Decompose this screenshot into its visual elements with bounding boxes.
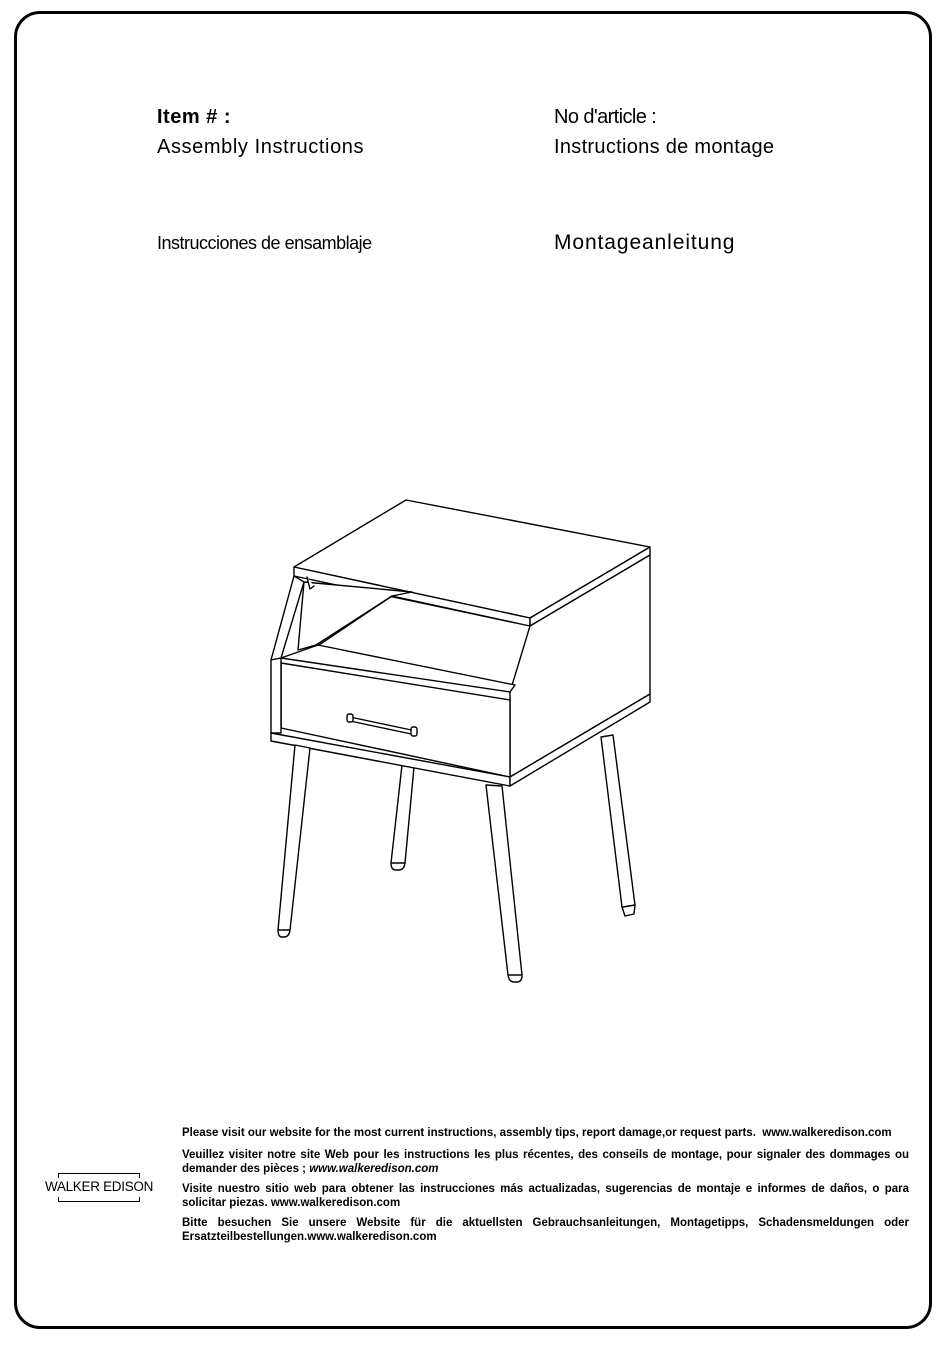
notice-en [182, 1126, 909, 1140]
website-link-en[interactable]: www.walkeredison.com [762, 1127, 892, 1139]
notice-de [182, 1216, 909, 1244]
assembly-instructions-title-de: Montageanleitung [554, 231, 736, 254]
walker-edison-logo [40, 1172, 158, 1204]
notice-de-text: Bitte besuchen Sie unsere Website für die aktuellsten Gebrauchsanleitungen, Montagetipps, Schadensmeldungen oder Ersatzteilbestellungen. [182, 1217, 909, 1243]
assembly-instructions-title-en: Assembly Instructions [157, 136, 365, 158]
notice-es [182, 1182, 909, 1210]
assembly-instructions-title-fr: Instructions de montage [554, 136, 775, 158]
website-link-de[interactable]: www.walkeredison.com [307, 1231, 437, 1243]
website-link-fr[interactable]: www.walkeredison.com [309, 1163, 439, 1175]
notice-es-text: Visite nuestro sitio web para obtener las instrucciones más actualizadas, sugerencias de montaje e informes de daños, o para solicitar piezas. [182, 1183, 909, 1209]
logo-text: WALKER EDISON [44, 1179, 154, 1194]
nightstand-illustration [260, 490, 660, 990]
notice-en-text: Please visit our website for the most current instructions, assembly tips, report damage,or request parts. [182, 1127, 756, 1139]
website-link-es[interactable]: www.walkeredison.com [270, 1197, 401, 1209]
notice-fr [182, 1148, 909, 1176]
item-number-label: Item # : [157, 106, 232, 128]
assembly-instructions-title-es: Instrucciones de ensamblaje [157, 233, 372, 253]
item-number-label-fr: No d'article : [554, 106, 657, 128]
website-notice [182, 1126, 909, 1250]
notice-fr-text: Veuillez visiter notre site Web pour les instructions les plus récentes, des conseils de montage, pour signaler des dommages ou demander des pièces ; [182, 1149, 909, 1175]
